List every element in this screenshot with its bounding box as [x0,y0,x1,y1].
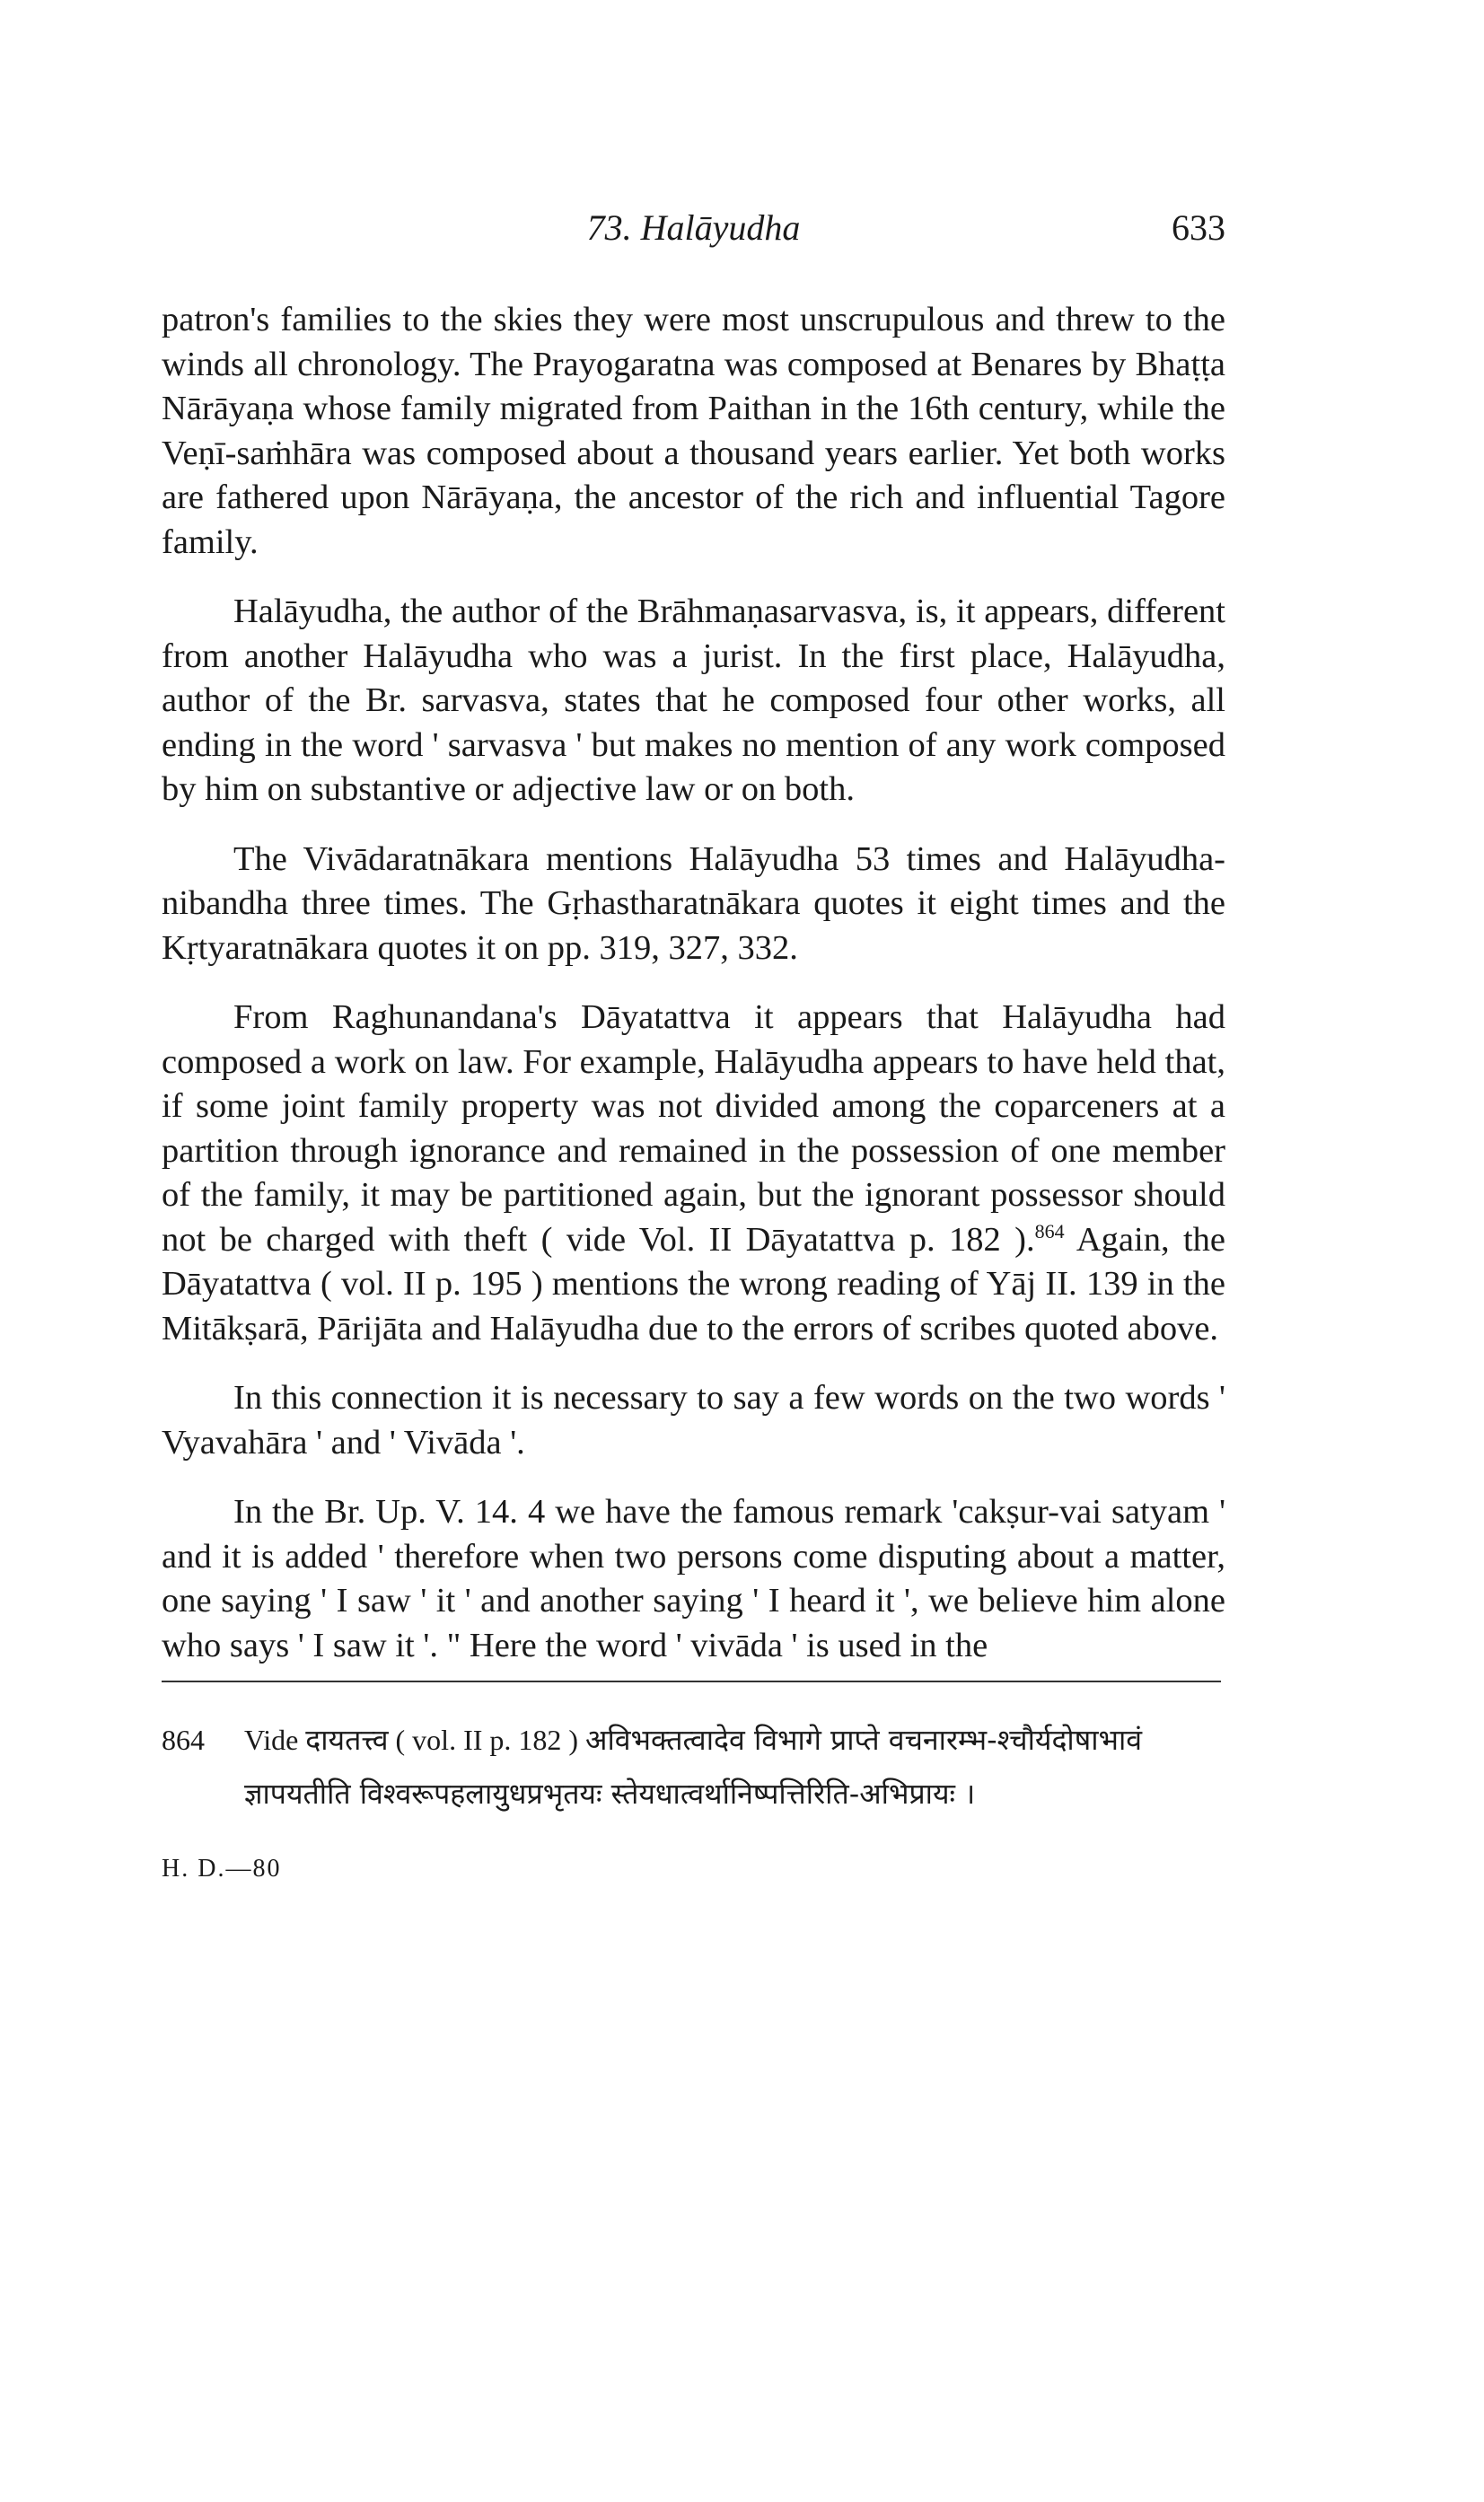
footnote-devanagari-title: दायतत्त्व [305,1723,389,1757]
paragraph-3: The Vivādaratnākara mentions Halāyudha 53 times and Halāyudha-nibandha three times. The Gṛhastharatnākara quotes it eight times and the Kṛtyaratnākara quotes it on pp. 319, 327, 332. [162,839,1225,967]
paragraph-4 [162,996,1225,1351]
paragraph-1: patron's families to the skies they were most unscrupulous and threw to the winds all chronology. The Prayogaratna was composed at Benares by Bhaṭṭa Nārāyaṇa whose family migrated from Paithan in the 16th century, while the Veṇī-saṁhāra was composed about a thousand years earlier. Yet both works are fathered upon Nārāyaṇa, the ancestor of the rich and influential Tagore family. [162,301,1225,561]
paragraph-5: In this connection it is necessary to say a few words on the two words ' Vyavahāra ' and ' Vivāda '. [162,1379,1225,1462]
page-number: 633 [1172,207,1225,248]
footnote [162,1713,1225,1821]
footnote-divider [162,1681,1221,1682]
footnote-reference: 864 [1034,1219,1065,1242]
paragraph-4-part-1: From Raghunandana's Dāyatattva it appears that Halāyudha had composed a work on law. For example, Halāyudha appears to have held that, if some joint family property was not divided among the coparceners at a partition through ignorance and remained in the possession of one member of the family, it may be partitioned again, but the ignorant possessor should not be charged with theft ( vide Vol. II Dāyatattva p. 182 ). [162,998,1225,1259]
footnote-reference-text: ( vol. II p. 182 ) [388,1724,586,1756]
paragraph-4-part-2: Again, the Dāyatattva ( vol. II p. 195 ) mentions the wrong reading of Yāj II. 139 in the Mitākṣarā, Pārijāta and Halāyudha due to the errors of scribes quoted above. [162,1220,1226,1348]
page [162,206,1225,1883]
body-text [162,298,1225,1668]
signature-mark: H. D.—80 [162,1855,282,1883]
running-head [162,206,1225,260]
footnote-devanagari-quote: अविभक्तत्वादेव विभागे प्राप्ते वचनारम्भ-श्चौर्यदोषाभावं ज्ञापयतीति विश्वरूपहलायुधप्रभृतयः स्तेयधात्वर्थानिष्पत्तिरिति-अभिप्रायः । [244,1723,1143,1811]
footnote-body [244,1713,1225,1821]
footnote-lead: Vide [244,1724,299,1756]
paragraph-2: Halāyudha, the author of the Brāhmaṇasarvasva, is, it appears, different from another Halāyudha who was a jurist. In the first place, Halāyudha, author of the Br. sarvasva, states that he composed four other works, all ending in the word ' sarvasva ' but makes no mention of any work composed by him on substantive or adjective law or on both. [162,593,1225,808]
paragraph-6: In the Br. Up. V. 14. 4 we have the famous remark 'cakṣur-vai satyam ' and it is added ' therefore when two persons come disputing about a matter, one saying ' I saw ' it ' and another saying ' I heard it ', we believe him alone who says ' I saw it '. " Here the word ' vivāda ' is used in the [162,1493,1225,1664]
footnote-number: 864 [162,1724,205,1756]
chapter-title: 73. Halāyudha [586,207,801,248]
